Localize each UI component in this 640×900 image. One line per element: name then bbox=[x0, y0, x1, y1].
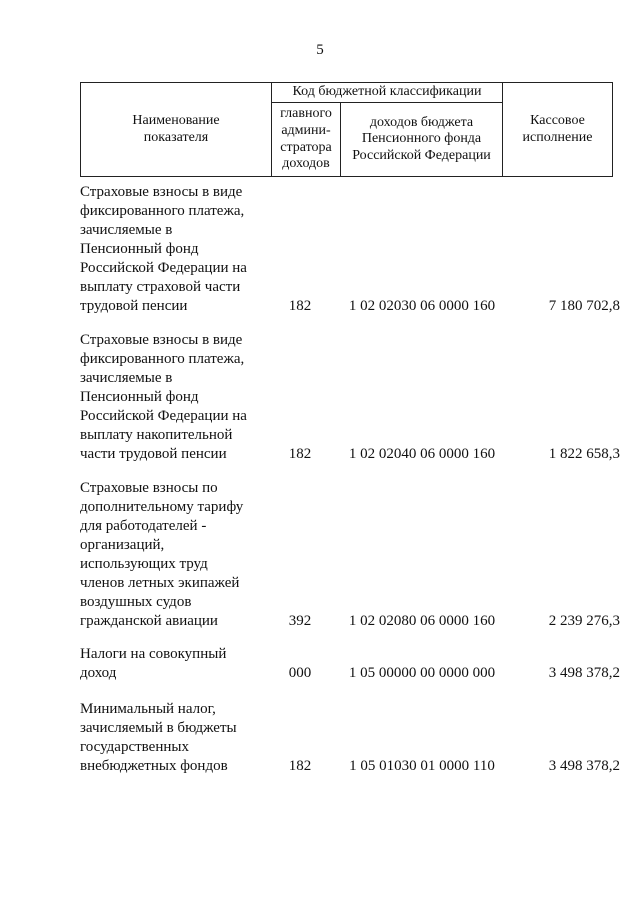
row-amount: 1 822 658,3 bbox=[548, 446, 620, 462]
row-name-line: зачисляемые в bbox=[80, 222, 173, 238]
header-budget-code-group: Код бюджетной классификации bbox=[272, 83, 503, 103]
header-income-line: Пенсионного фонда bbox=[361, 131, 482, 147]
row-name-line: Пенсионный фонд bbox=[80, 389, 199, 405]
row-name bbox=[80, 479, 275, 631]
table-row bbox=[80, 645, 620, 683]
row-admin-code: 392 bbox=[288, 613, 312, 629]
row-amount: 7 180 702,8 bbox=[548, 298, 620, 314]
row-name-line: выплату накопительной bbox=[80, 427, 233, 443]
row-budget-code: 1 02 02040 06 0000 160 bbox=[348, 446, 496, 462]
row-name-line: Страховые взносы в виде bbox=[80, 332, 243, 348]
row-name-line: воздушных судов bbox=[80, 594, 192, 610]
table-row bbox=[80, 700, 620, 776]
page-number: 5 bbox=[316, 42, 324, 58]
row-budget-code: 1 02 02030 06 0000 160 bbox=[348, 298, 496, 314]
header-income-line: Российской Федерации bbox=[352, 147, 491, 163]
row-name-line: дополнительному тарифу bbox=[80, 499, 244, 515]
header-income-column bbox=[341, 103, 503, 177]
row-amount: 2 239 276,3 bbox=[548, 613, 620, 629]
row-amount: 3 498 378,2 bbox=[548, 758, 620, 774]
header-exec-column bbox=[503, 83, 613, 177]
header-admin-line: главного bbox=[280, 106, 332, 122]
row-name-line: внебюджетных фондов bbox=[80, 758, 228, 774]
table-row bbox=[80, 331, 620, 464]
table-row bbox=[80, 183, 620, 316]
row-name-line: использующих труд bbox=[80, 556, 208, 572]
row-name-line: части трудовой пенсии bbox=[80, 446, 227, 462]
header-name-column bbox=[81, 83, 272, 177]
header-name-line: Наименование показателя bbox=[132, 112, 220, 145]
row-admin-code: 000 bbox=[288, 665, 312, 681]
row-name-line: фиксированного платежа, bbox=[80, 203, 245, 219]
row-name-line: гражданской авиации bbox=[80, 613, 218, 629]
row-name-line: Пенсионный фонд bbox=[80, 241, 199, 257]
row-amount: 3 498 378,2 bbox=[548, 665, 620, 681]
row-name-line: выплату страховой части bbox=[80, 279, 241, 295]
row-name-line: членов летных экипажей bbox=[80, 575, 240, 591]
row-name-line: трудовой пенсии bbox=[80, 298, 188, 314]
header-admin-line: стратора bbox=[280, 139, 332, 155]
row-admin-code: 182 bbox=[288, 298, 312, 314]
header-income-line: доходов бюджета bbox=[369, 114, 474, 130]
row-admin-code: 182 bbox=[288, 758, 312, 774]
row-name-line: зачисляемый в бюджеты bbox=[80, 720, 237, 736]
row-name-line: организаций, bbox=[80, 537, 165, 553]
row-name-line: Минимальный налог, bbox=[80, 701, 216, 717]
header-admin-line: доходов bbox=[282, 156, 330, 172]
table-row bbox=[80, 479, 620, 631]
row-name bbox=[80, 700, 275, 776]
row-name-line: фиксированного платежа, bbox=[80, 351, 245, 367]
row-admin-code: 182 bbox=[288, 446, 312, 462]
header-admin-column bbox=[272, 103, 341, 177]
row-name-line: Страховые взносы по bbox=[80, 480, 218, 496]
row-name-line: Страховые взносы в виде bbox=[80, 184, 243, 200]
row-budget-code: 1 05 01030 01 0000 110 bbox=[349, 758, 495, 774]
row-name-line: Налоги на совокупный bbox=[80, 646, 227, 662]
row-name bbox=[80, 645, 275, 683]
row-budget-code: 1 05 00000 00 0000 000 bbox=[348, 665, 496, 681]
header-exec-line: Кассовое bbox=[530, 112, 585, 128]
row-name-line: для работодателей - bbox=[80, 518, 207, 534]
table-header bbox=[80, 82, 613, 177]
row-name-line: зачисляемые в bbox=[80, 370, 173, 386]
row-name-line: государственных bbox=[80, 739, 189, 755]
row-name-line: доход bbox=[80, 665, 117, 681]
header-admin-line: админи- bbox=[281, 122, 331, 138]
row-name-line: Российской Федерации на bbox=[80, 408, 247, 424]
row-name-line: Российской Федерации на bbox=[80, 260, 247, 276]
row-name bbox=[80, 183, 275, 316]
header-exec-line: исполнение bbox=[522, 129, 593, 145]
row-budget-code: 1 02 02080 06 0000 160 bbox=[348, 613, 496, 629]
row-name bbox=[80, 331, 275, 464]
